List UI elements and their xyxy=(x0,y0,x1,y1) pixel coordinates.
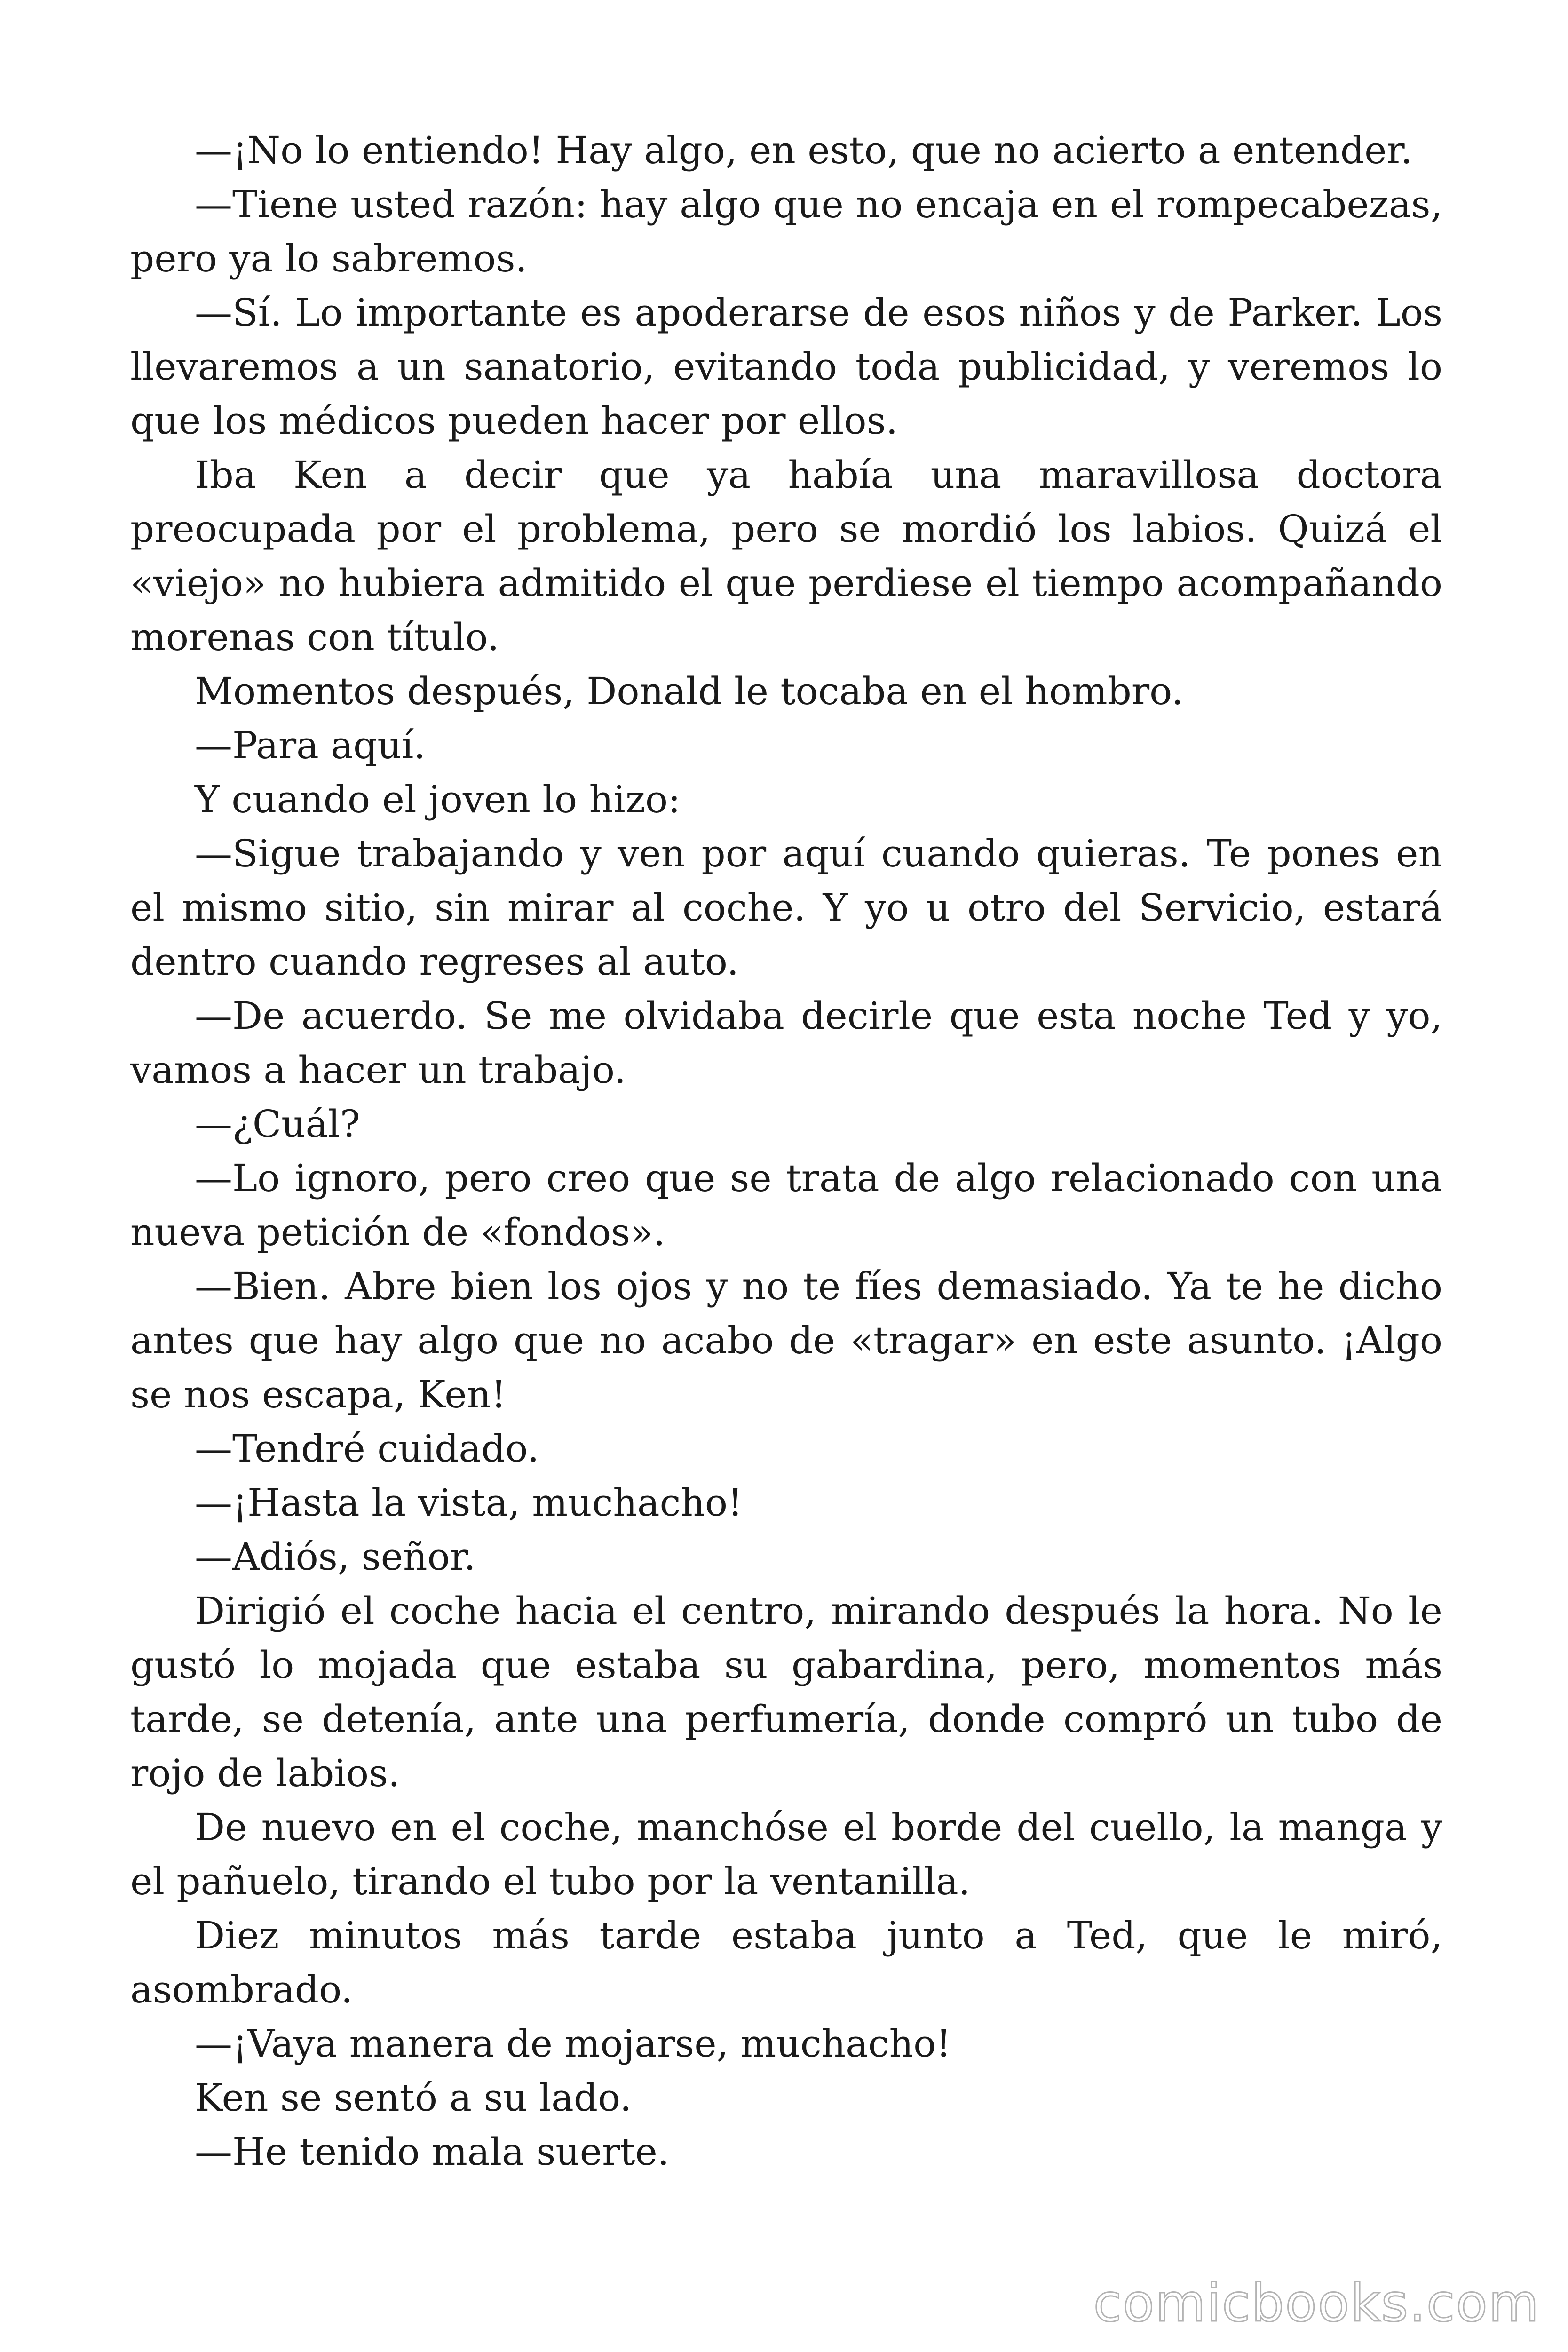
paragraph: —Bien. Abre bien los ojos y no te fíes demasiado. Ya te he dicho antes que hay algo que no acabo de «tragar» en este asunto. ¡Algo se nos escapa, Ken! xyxy=(130,1264,1442,1416)
paragraph: —Tiene usted razón: hay algo que no encaja en el rompecabezas, pero ya lo sabremos. xyxy=(130,183,1442,280)
paragraph: —¿Cuál? xyxy=(195,1102,360,1146)
paragraph: Y cuando el joven lo hizo: xyxy=(195,778,681,821)
watermark: comicbooks.com xyxy=(1093,2273,1540,2333)
body-text xyxy=(130,123,1442,2179)
paragraph: —¡Vaya manera de mojarse, muchacho! xyxy=(195,2022,951,2066)
paragraph: —He tenido mala suerte. xyxy=(195,2130,670,2174)
paragraph: Momentos después, Donald le tocaba en el hombro. xyxy=(195,669,1184,713)
paragraph: —Sí. Lo importante es apoderarse de esos niños y de Parker. Los llevaremos a un sanatorio, evitando toda publicidad, y veremos lo que los médicos pueden hacer por ellos. xyxy=(130,291,1442,443)
paragraph: Iba Ken a decir que ya había una maravillosa doctora preocupada por el problema, pero se mordió los labios. Quizá el «viejo» no hubiera admitido el que perdiese el tiempo acompañando morenas con título. xyxy=(130,453,1442,659)
paragraph: Dirigió el coche hacia el centro, mirando después la hora. No le gustó lo mojada que estaba su gabardina, pero, momentos más tarde, se detenía, ante una perfumería, donde compró un tubo de rojo de labios. xyxy=(130,1589,1442,1795)
paragraph: —¡Hasta la vista, muchacho! xyxy=(195,1481,743,1525)
paragraph: —¡No lo entiendo! Hay algo, en esto, que no acierto a entender. xyxy=(195,128,1413,172)
paragraph: —Para aquí. xyxy=(195,723,426,767)
paragraph: Diez minutos más tarde estaba junto a Ted, que le miró, asombrado. xyxy=(130,1914,1442,2011)
paragraph: De nuevo en el coche, manchóse el borde del cuello, la manga y el pañuelo, tirando el tubo por la ventanilla. xyxy=(130,1805,1442,1903)
paragraph: —De acuerdo. Se me olvidaba decirle que esta noche Ted y yo, vamos a hacer un trabajo. xyxy=(130,994,1442,1092)
paragraph: —Lo ignoro, pero creo que se trata de algo relacionado con una nueva petición de «fondos». xyxy=(130,1156,1442,1254)
paragraph: —Sigue trabajando y ven por aquí cuando quieras. Te pones en el mismo sitio, sin mirar al coche. Y yo u otro del Servicio, estará dentro cuando regreses al auto. xyxy=(130,832,1442,984)
paragraph: —Adiós, señor. xyxy=(195,1535,476,1579)
paragraph: —Tendré cuidado. xyxy=(195,1427,539,1470)
paragraph: Ken se sentó a su lado. xyxy=(195,2076,632,2120)
